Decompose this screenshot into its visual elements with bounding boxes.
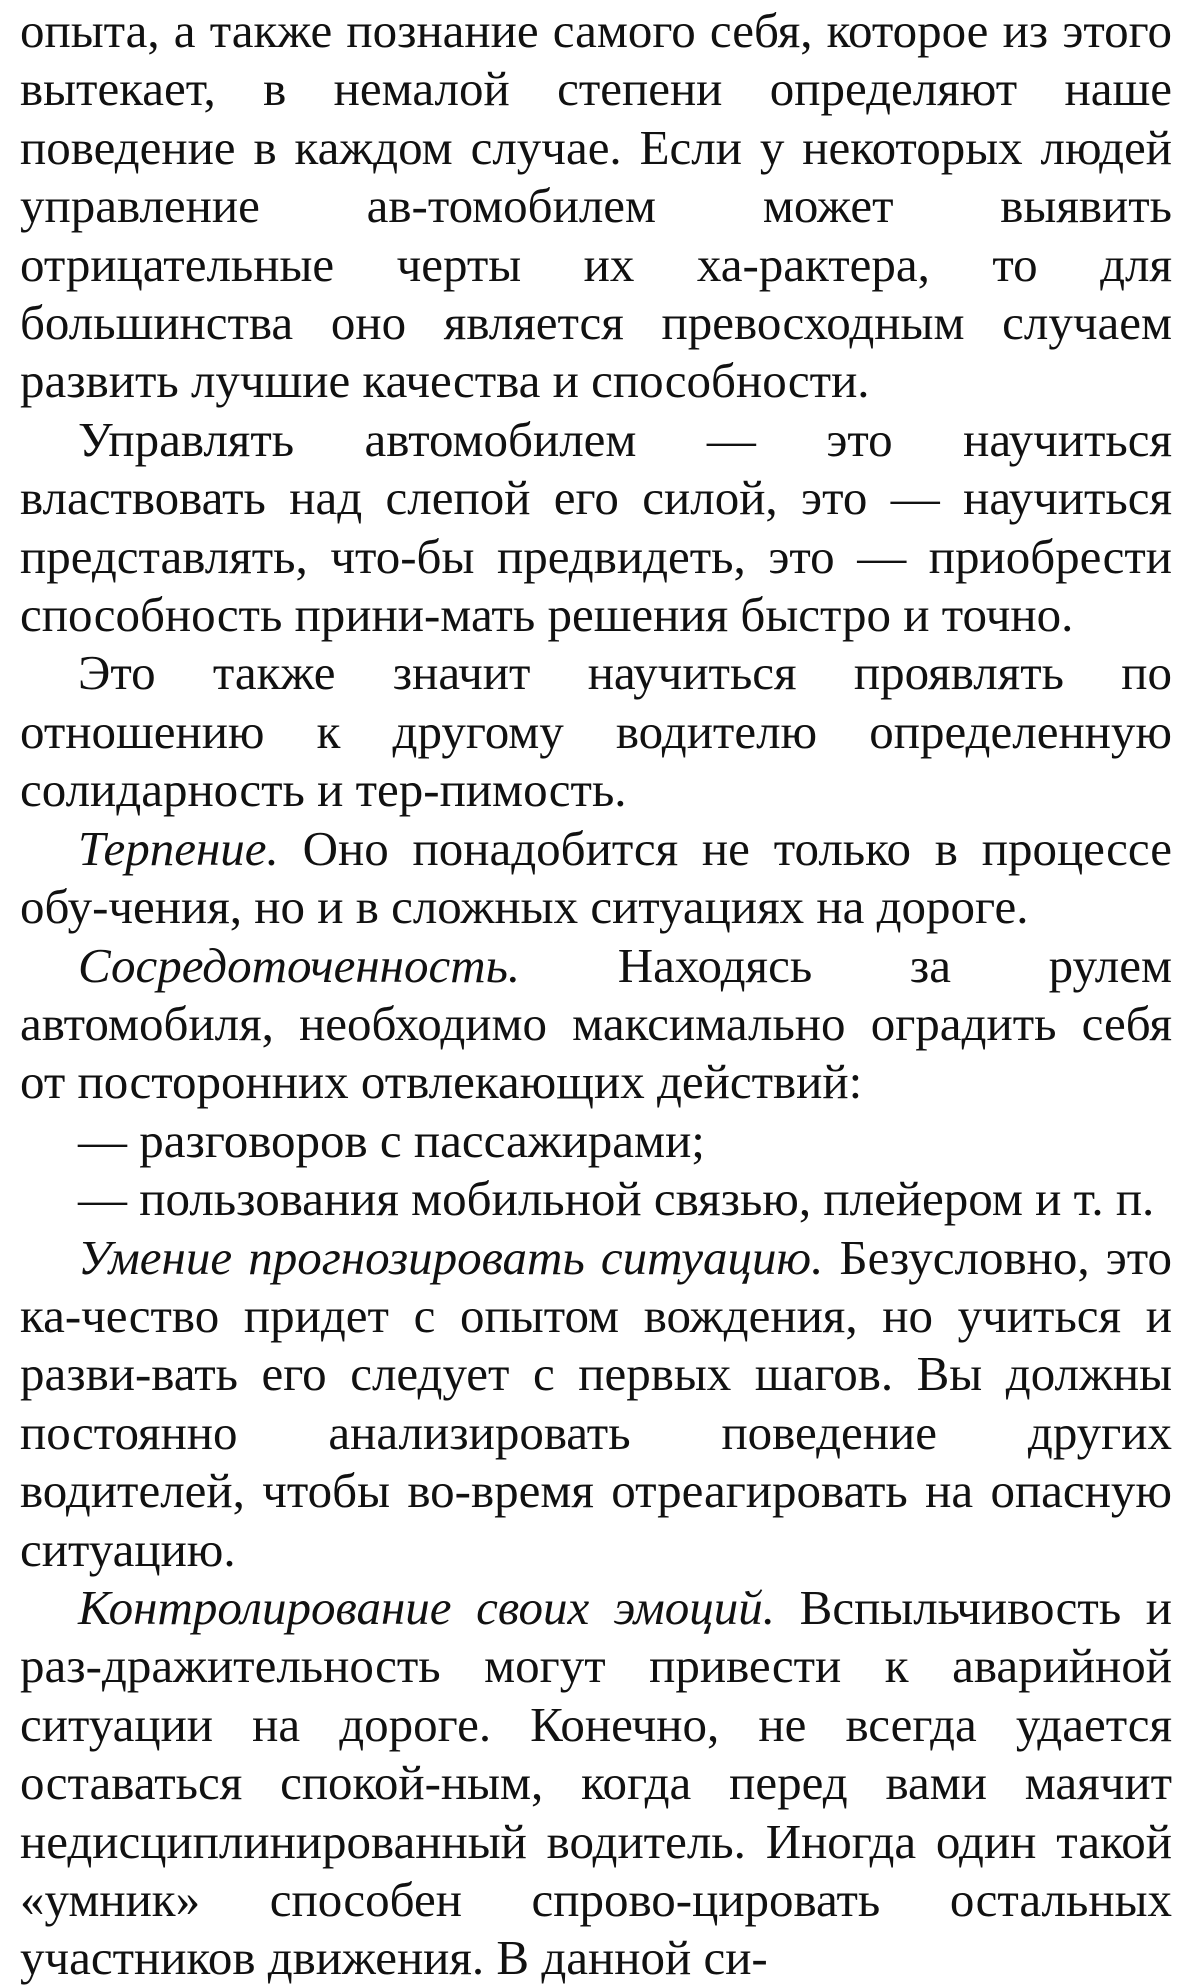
- paragraph-concentration: [20, 937, 1172, 1112]
- paragraph-lead: Терпение.: [78, 820, 279, 876]
- paragraph-text: Вспыльчивость и раз-дражительность могут привести к аварийной ситуации на дороге. Конечно, не всегда удается оставаться спокой-ным, когда перед вами маячит недисциплинированный водитель. Иногда один такой «умник» способен спрово-цировать остальных участников движения. В данной си-: [20, 1579, 1172, 1986]
- paragraph-forecasting: [20, 1229, 1172, 1579]
- paragraph-patience: [20, 820, 1172, 937]
- paragraph-intro: [20, 2, 1172, 411]
- paragraph-text: Это также значит научиться проявлять по отношению к другому водителю определенную солидарность и тер-пимость.: [20, 645, 1172, 818]
- paragraph-text: Управлять автомобилем — это научиться властвовать над слепой его силой, это — научиться представлять, что-бы предвидеть, это — приобрести способность прини-мать решения быстро и точно.: [20, 411, 1172, 643]
- paragraph-text: Безусловно, это ка-чество придет с опытом вождения, но учиться и разви-вать его следует с первых шагов. Вы должны постоянно анализировать поведение других водителей, чтобы во-время отреагировать на опасную ситуацию.: [20, 1229, 1172, 1577]
- paragraph-lead: Сосредоточенность.: [78, 937, 521, 993]
- list-item: — разговоров с пассажирами;: [78, 1112, 705, 1168]
- paragraph-text: опыта, а также познание самого себя, которое из этого вытекает, в немалой степени определяют наше поведение в каждом случае. Если у некоторых людей управление ав-томобилем может выявить отрицательные черты их ха-рактера, то для большинства оно является превосходным случаем развить лучшие качества и способности.: [20, 3, 1172, 409]
- paragraph-emotions: [20, 1579, 1172, 1988]
- paragraph-driving-definition: [20, 411, 1172, 645]
- paragraph-text: Оно понадобится не только в процессе обу-чения, но и в сложных ситуациях на дороге.: [20, 820, 1172, 935]
- paragraph-solidarity: [20, 644, 1172, 819]
- paragraph-text: Находясь за рулем автомобиля, необходимо максимально оградить себя от посторонних отвлекающих действий:: [20, 937, 1172, 1110]
- paragraph-lead: Умение прогнозировать ситуацию.: [78, 1229, 824, 1285]
- document-page: [20, 2, 1172, 1988]
- list-item: — пользования мобильной связью, плейером и т. п.: [78, 1171, 1155, 1227]
- paragraph-lead: Контролирование своих эмоций.: [78, 1579, 776, 1635]
